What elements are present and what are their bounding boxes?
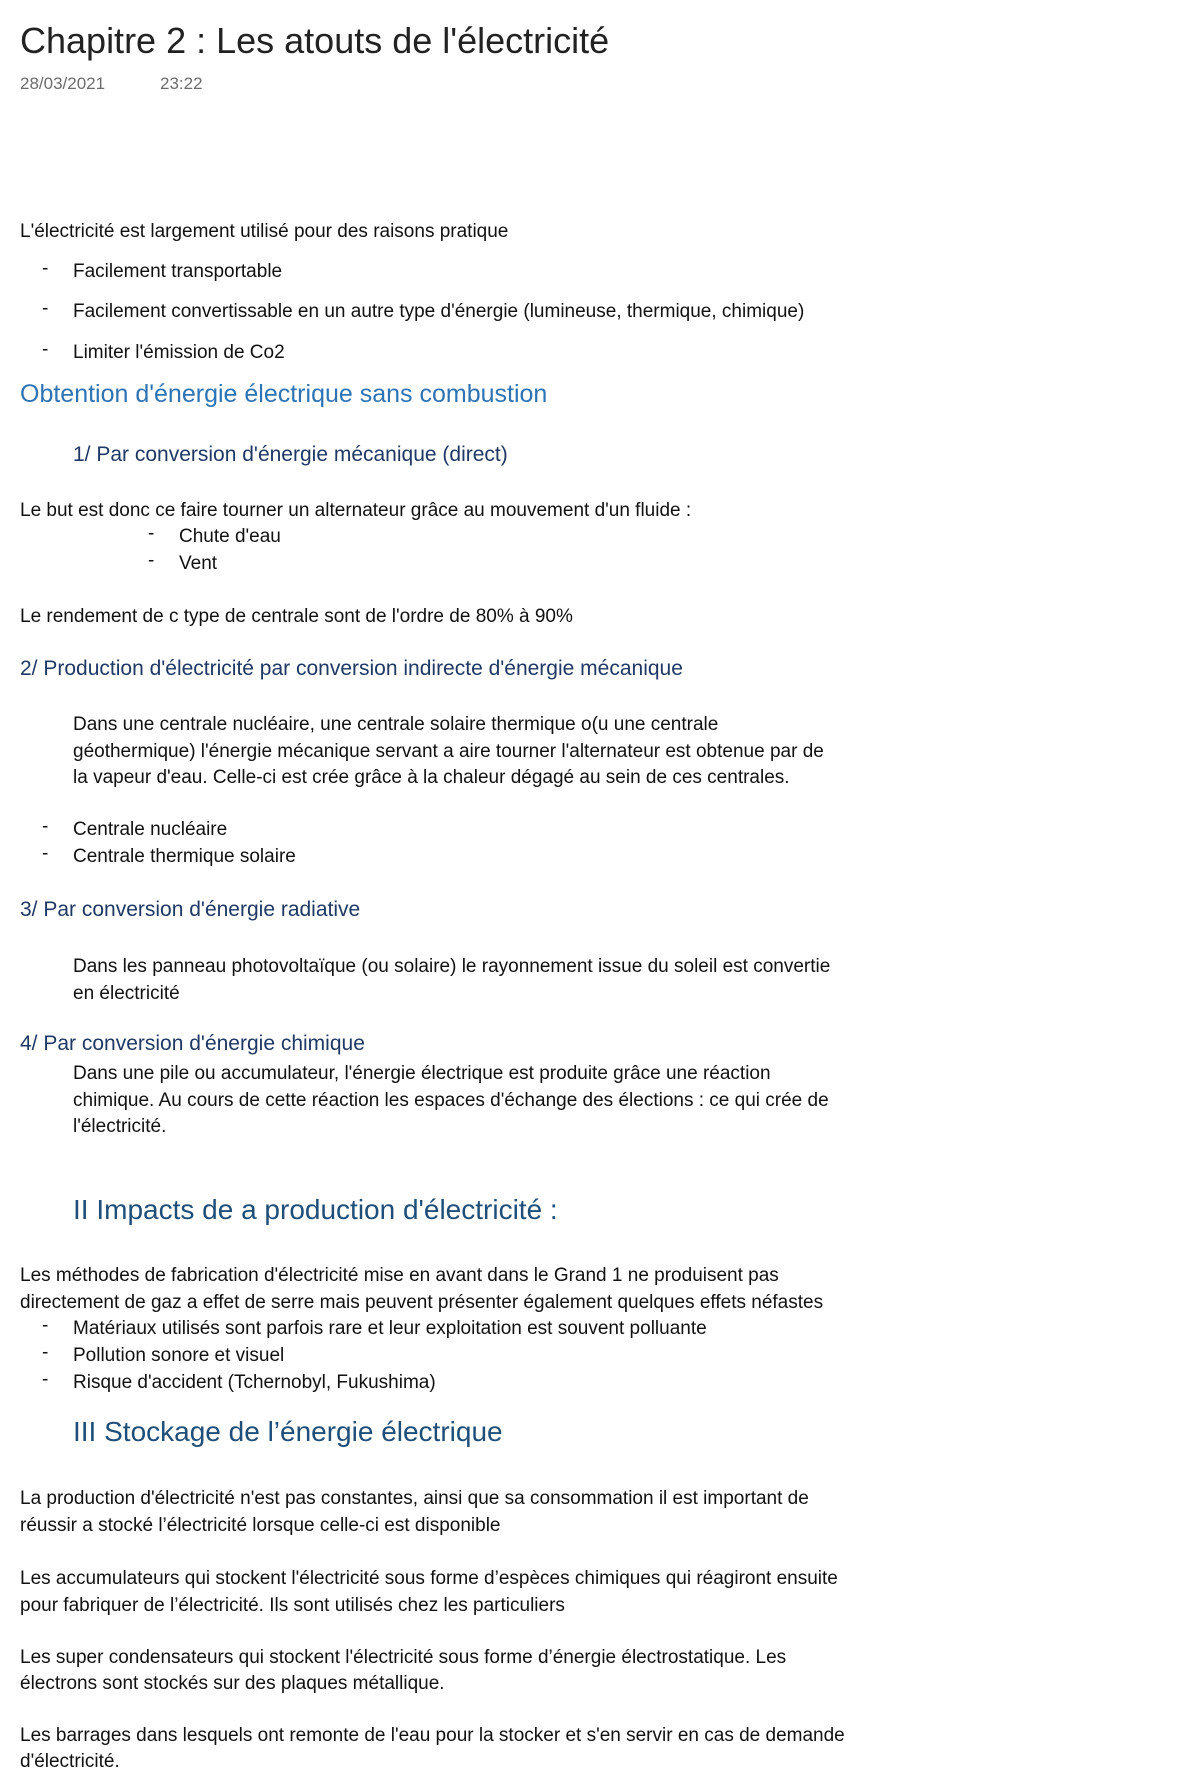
page-time: 23:22	[160, 74, 203, 93]
section-heading: Obtention d'énergie électrique sans combustion	[20, 380, 548, 408]
paragraph-line: d'électricité.	[20, 1751, 120, 1772]
paragraph-line: l'électricité.	[73, 1116, 167, 1137]
bullet-dash: -	[148, 523, 155, 544]
paragraph: Le rendement de c type de centrale sont de l'ordre de 80% à 90%	[20, 606, 573, 627]
bullet-dash: -	[42, 816, 49, 837]
list-item: Vent	[179, 553, 218, 574]
bullet-dash: -	[42, 1342, 49, 1363]
paragraph-line: Dans les panneau photovoltaïque (ou solaire) le rayonnement issue du soleil est convertie	[73, 956, 831, 977]
bullet-dash: -	[148, 550, 155, 571]
paragraph-line: pour fabriquer de l’électricité. Ils sont utilisés chez les particuliers	[20, 1595, 565, 1616]
subsection-heading: 2/ Production d'électricité par conversion indirecte d'énergie mécanique	[20, 657, 683, 680]
paragraph-line: Les accumulateurs qui stockent l'électricité sous forme d’espèces chimiques qui réagiront ensuite	[20, 1568, 838, 1589]
paragraph: Le but est donc ce faire tourner un alternateur grâce au mouvement d'un fluide :	[20, 500, 692, 521]
paragraph-line: Dans une pile ou accumulateur, l'énergie électrique est produite grâce une réaction	[73, 1063, 771, 1084]
list-item: Centrale nucléaire	[73, 819, 228, 840]
bullet-dash: -	[42, 339, 49, 360]
paragraph-line: la vapeur d'eau. Celle-ci est crée grâce à la chaleur dégagé au sein de ces centrales.	[73, 767, 790, 788]
paragraph-line: géothermique) l'énergie mécanique servant a aire tourner l'alternateur est obtenue par de	[73, 741, 824, 762]
intro-bullet: Facilement convertissable en un autre type d'énergie (lumineuse, thermique, chimique)	[73, 301, 805, 322]
paragraph-line: chimique. Au cours de cette réaction les espaces d'échange des élections : ce qui crée de	[73, 1090, 829, 1111]
paragraph-line: réussir a stocké l’électricité lorsque celle-ci est disponible	[20, 1515, 501, 1536]
subsection-heading: 1/ Par conversion d'énergie mécanique (direct)	[73, 443, 508, 466]
section-heading: II Impacts de a production d'électricité :	[73, 1194, 558, 1225]
paragraph-line: La production d'électricité n'est pas constantes, ainsi que sa consommation il est important de	[20, 1488, 809, 1509]
list-item: Centrale thermique solaire	[73, 846, 296, 867]
intro-bullet: Limiter l'émission de Co2	[73, 342, 285, 363]
bullet-dash: -	[42, 1369, 49, 1390]
page-date: 28/03/2021	[20, 74, 106, 93]
bullet-dash: -	[42, 843, 49, 864]
subsection-heading: 4/ Par conversion d'énergie chimique	[20, 1032, 365, 1055]
page-title: Chapitre 2 : Les atouts de l'électricité	[20, 20, 610, 61]
intro-text: L'électricité est largement utilisé pour des raisons pratique	[20, 221, 509, 242]
bullet-dash: -	[42, 1315, 49, 1336]
list-item: Risque d'accident (Tchernobyl, Fukushima)	[73, 1372, 436, 1393]
subsection-heading: 3/ Par conversion d'énergie radiative	[20, 898, 361, 921]
paragraph-line: directement de gaz a effet de serre mais peuvent présenter également quelques effets néfastes	[20, 1292, 824, 1313]
paragraph-line: Dans une centrale nucléaire, une centrale solaire thermique o(u une centrale	[73, 714, 719, 735]
list-item: Chute d'eau	[179, 526, 281, 547]
paragraph-line: Les méthodes de fabrication d'électricité mise en avant dans le Grand 1 ne produisent pas	[20, 1265, 779, 1286]
paragraph-line: électrons sont stockés sur des plaques métallique.	[20, 1673, 445, 1694]
bullet-dash: -	[42, 258, 49, 279]
bullet-dash: -	[42, 298, 49, 319]
paragraph-line: Les super condensateurs qui stockent l'électricité sous forme d’énergie électrostatique. Les	[20, 1647, 787, 1668]
section-heading: III Stockage de l’énergie électrique	[73, 1416, 503, 1447]
paragraph-line: Les barrages dans lesquels ont remonte de l'eau pour la stocker et s'en servir en cas de demande	[20, 1725, 845, 1746]
list-item: Pollution sonore et visuel	[73, 1345, 285, 1366]
intro-bullet: Facilement transportable	[73, 261, 283, 282]
list-item: Matériaux utilisés sont parfois rare et leur exploitation est souvent polluante	[73, 1318, 707, 1339]
paragraph-line: en électricité	[73, 983, 180, 1004]
